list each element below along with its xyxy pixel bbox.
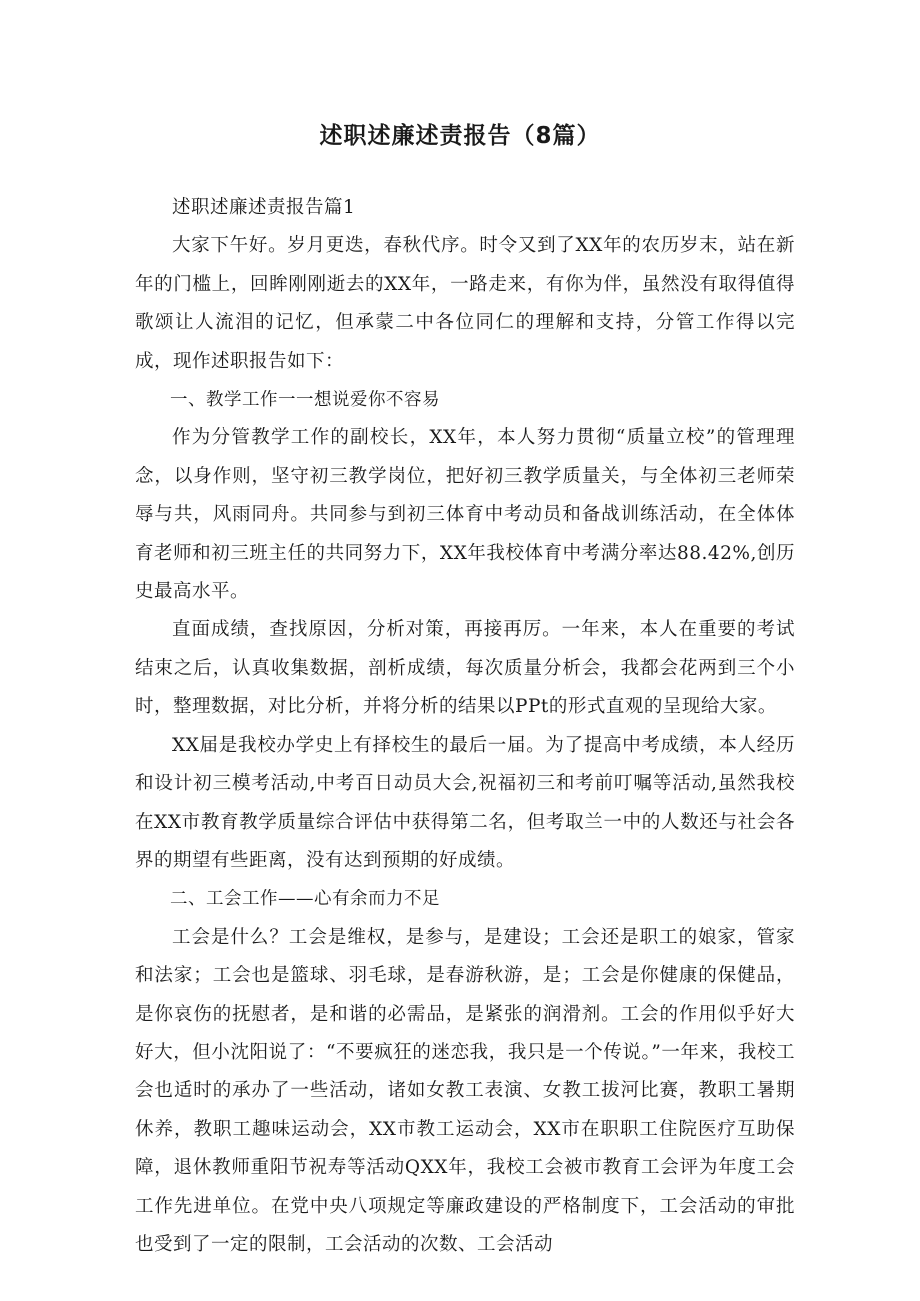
subheading: 一、教学工作一一想说爱你不容易 <box>170 390 440 411</box>
paragraph: 工会是什么？工会是维权，是参与，是建设；工会还是职工的娘家，管家和法家；工会也是篮球、羽毛球，是春游秋游，是；工会是你健康的保健品，是你哀伤的抚慰者，是和谐的必需品，是紧张的润滑剂。工会的作用似乎好大好大，但小沈阳说了：“不要疯狂的迷恋我，我只是一个传说。”一年来，我校工会也适时的承办了一些活动，诸如女教工表演、女教工拔河比赛，教职工暑期休养，教职工趣味运动会，XX市教工运动会，XX市在职职工住院医疗互助保障，退休教师重阳节祝寿等活动QXX年，我校工会被市教育工会评为年度工会工作先进单位。在党中央八项规定等廉政建设的严格制度下，工会活动的审批也受到了一定的限制，工会活动的次数、工会活动 <box>135 926 795 1255</box>
document-body <box>135 189 795 1264</box>
section-heading: 述职述廉述责报告篇1 <box>172 197 356 218</box>
document-title: 述职述廉述责报告（8篇） <box>319 123 601 149</box>
paragraph: 大家下午好。岁月更迭，春秋代序。时令又到了XX年的农历岁末，站在新年的门槛上，回眸刚刚逝去的XX年，一路走来，有你为伴，虽然没有取得值得歌颂让人流泪的记忆，但承蒙二中各位同仁的理解和支持，分管工作得以完成，现作述职报告如下： <box>135 235 795 372</box>
paragraph: XX届是我校办学史上有择校生的最后一届。为了提高中考成绩，本人经历和设计初三模考活动,中考百日动员大会,祝福初三和考前叮嘱等活动,虽然我校在XX市教育教学质量综合评估中获得第二名，但考取兰一中的人数还与社会各界的期望有些距离，没有达到预期的好成绩。 <box>135 734 795 871</box>
subheading: 二、工会工作——心有余而力不足 <box>170 889 440 910</box>
paragraph: 作为分管教学工作的副校长，XX年，本人努力贯彻“质量立校”的管理理念，以身作则，坚守初三教学岗位，把好初三教学质量关，与全体初三老师荣辱与共，风雨同舟。共同参与到初三体育中考动员和备战训练活动，在全体体育老师和初三班主任的共同努力下，XX年我校体育中考满分率达88.42%,创历史最高水平。 <box>135 427 795 603</box>
paragraph: 直面成绩，查找原因，分析对策，再接再厉。一年来，本人在重要的考试结束之后，认真收集数据，剖析成绩，每次质量分析会，我都会花两到三个小时，整理数据，对比分析，并将分析的结果以PPt的形式直观的呈现给大家。 <box>135 619 795 718</box>
